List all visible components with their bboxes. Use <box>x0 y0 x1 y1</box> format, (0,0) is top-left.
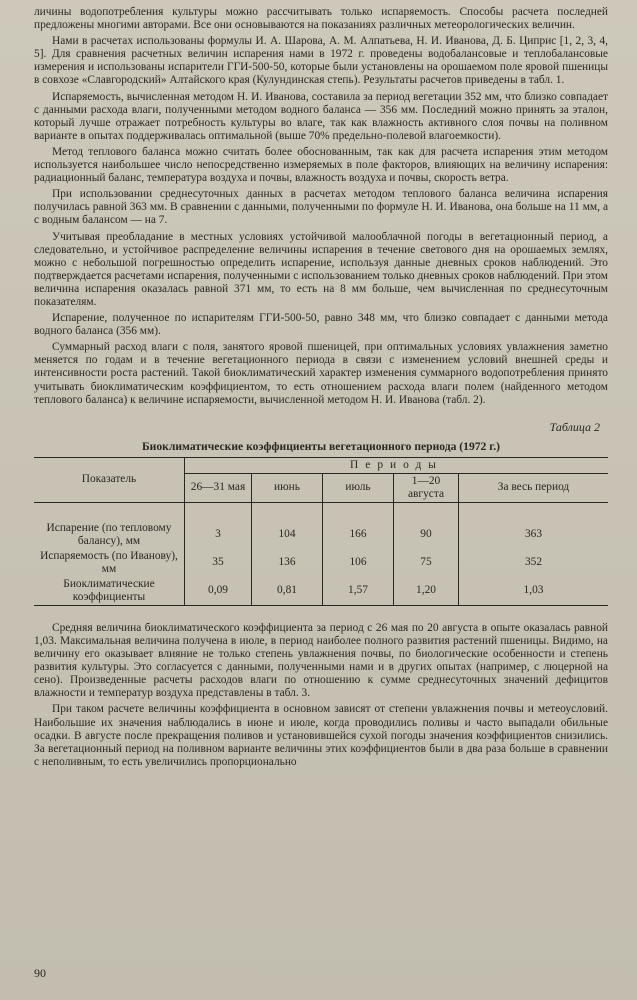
header-col-august: 1—20 августа <box>394 473 459 502</box>
paragraphs-before <box>34 6 608 407</box>
paragraph: Испарение, полученное по испарителям ГГИ-500-50, равно 348 мм, что близко совпадает с данными метода водного баланса (356 мм). <box>34 312 608 338</box>
row-label: Испаряемость (по Иванову), мм <box>34 549 185 577</box>
header-indicator: Показатель <box>34 457 185 502</box>
table-row <box>34 549 608 577</box>
cell-value: 352 <box>459 549 609 577</box>
cell-value: 1,03 <box>459 577 609 606</box>
paragraph: Метод теплового баланса можно считать более обоснованным, так как для расчета испарения этим методом используется наибольшее число непосредственно измеряемых в поле факторов, влияющих на величину испарения: радиационный баланс, температура воздуха и почвы, влажность воздуха и почвы, скорость ветра. <box>34 145 608 185</box>
bioclimatic-table <box>34 457 608 606</box>
cell-value: 1,20 <box>394 577 459 606</box>
row-label: Испарение (по тепловому балансу), мм <box>34 521 185 549</box>
cell-value: 136 <box>252 549 323 577</box>
text-column <box>34 6 608 772</box>
cell-value: 104 <box>252 521 323 549</box>
paragraph: Испаряемость, вычисленная методом Н. И. Иванова, составила за период вегетации 352 мм, что близко совпадает с данными расхода влаги, полученными методом водного баланса — 356 мм. Последний можно принять за эталон, который лучше отражает потребность культуры во влаге, так как влажность активного слоя почвы на поливном варианте в опытах поддерживалась оптимальной (выше 70% предельно-полевой влагоемкости). <box>34 90 608 142</box>
cell-value: 90 <box>394 521 459 549</box>
cell-value: 166 <box>323 521 394 549</box>
header-col-june: июнь <box>252 473 323 502</box>
cell-value: 106 <box>323 549 394 577</box>
paragraph: Учитывая преобладание в местных условиях устойчивой малооблачной погоды в вегетационный период, а следовательно, и устойчивое распределение величины испарения в течение светового дня на орошаемых землях, можно с небольшой погрешностью определить испарение, используя данные дневных сроков наблюдений. Это подтверждается расчетами испарения, полученными с использованием только дневных сроков наблюдений. При этом величина испарения оказалась равной 371 мм, то есть на 8 мм больше, чем вычисленная по среднесуточным показателям. <box>34 230 608 308</box>
header-col-total: За весь период <box>459 473 609 502</box>
table-row <box>34 577 608 606</box>
cell-value: 0,81 <box>252 577 323 606</box>
header-periods: Периоды <box>185 457 609 473</box>
paragraph: Нами в расчетах использованы формулы И. А. Шарова, А. М. Алпатьева, Н. И. Иванова, Д. Б. Циприс [1, 2, 3, 4, 5]. Для сравнения расчетных величин испарения нами в 1972 г. проведены водобалансовые и теплобалансовые измерения и использованы испарители ГГИ-500-50, которые были установлены на орошаемом поле яровой пшеницы в совхозе «Славгородский» Алтайского края (Кулундинская степь). Результаты расчетов приведены в табл. 1. <box>34 35 608 87</box>
table-caption: Таблица 2 <box>549 419 600 434</box>
row-label: Биоклиматические коэффициенты <box>34 577 185 606</box>
paragraph: При использовании среднесуточных данных в расчетах методом теплового баланса величина испарения получилась равной 363 мм. В сравнении с данными, полученными по формуле Н. И. Иванова, она больше на 11 мм, а с водным балансом — на 7. <box>34 188 608 227</box>
paragraph: Средняя величина биоклиматического коэффициента за период с 26 мая по 20 августа в опыте оказалась равной 1,03. Максимальная величина получена в июле, в период наиболее полного развития растений пшеницы. Видимо, на величину его оказывает влияние не только степень увлажнения почвы, по биологические особенности и степень развития культуры. Это согласуется с данными, полученными нами и в других опытах (например, с люцерной на сено). Произведенные расчеты расходов влаги по отношению к сумме среднесуточных значений дефицитов влажности и температур воздуха представлены в табл. 3. <box>34 621 608 700</box>
cell-value: 363 <box>459 521 609 549</box>
page-number: 90 <box>34 966 46 980</box>
cell-value: 3 <box>215 528 221 541</box>
table-row <box>34 521 608 549</box>
cell-value: 1,57 <box>323 577 394 606</box>
paragraphs-after <box>34 622 608 769</box>
header-col-july: июль <box>323 473 394 502</box>
cell-value: 75 <box>394 549 459 577</box>
cell-value: 35 <box>212 556 224 569</box>
table-title: Биоклиматические коэффициенты вегетационного периода (1972 г.) <box>142 439 500 453</box>
paragraph: При таком расчете величины коэффициента в основном зависят от степени увлажнения почвы и метеоусловий. Наибольшие их значения наблюдались в июне и июле, когда проводились поливы и часто выпадали обильные осадки. В августе после прекращения поливов и установившейся сухой погоды значения коэффициентов снизились. За вегетационный период на поливном варианте величины этих коэффициентов были в два раза больше в сравнении с неполивным, то есть увеличились пропорционально <box>34 703 608 768</box>
header-col-may: 26—31 мая <box>190 481 246 494</box>
paragraph: Суммарный расход влаги с поля, занятого яровой пшеницей, при оптимальных условиях увлажнения заметно меняется по годам и в течение вегетационного периода в связи с изменением условий внешней среды и интенсивности роста растений. Такой биоклиматический характер изменения суммарного водопотребления принято учитывать биоклиматическим коэффициентом, то есть отношением расхода влаги полем (найденного методом теплового баланса) к величине испаряемости, вычисленной методом Н. И. Иванова (табл. 2). <box>34 341 608 406</box>
cell-value: 0,09 <box>208 584 228 597</box>
paragraph: личины водопотребления культуры можно рассчитывать только испаряемость. Способы расчета последней предложены многими авторами. Все они основываются на показаниях различных метеорологических величин. <box>34 6 608 32</box>
